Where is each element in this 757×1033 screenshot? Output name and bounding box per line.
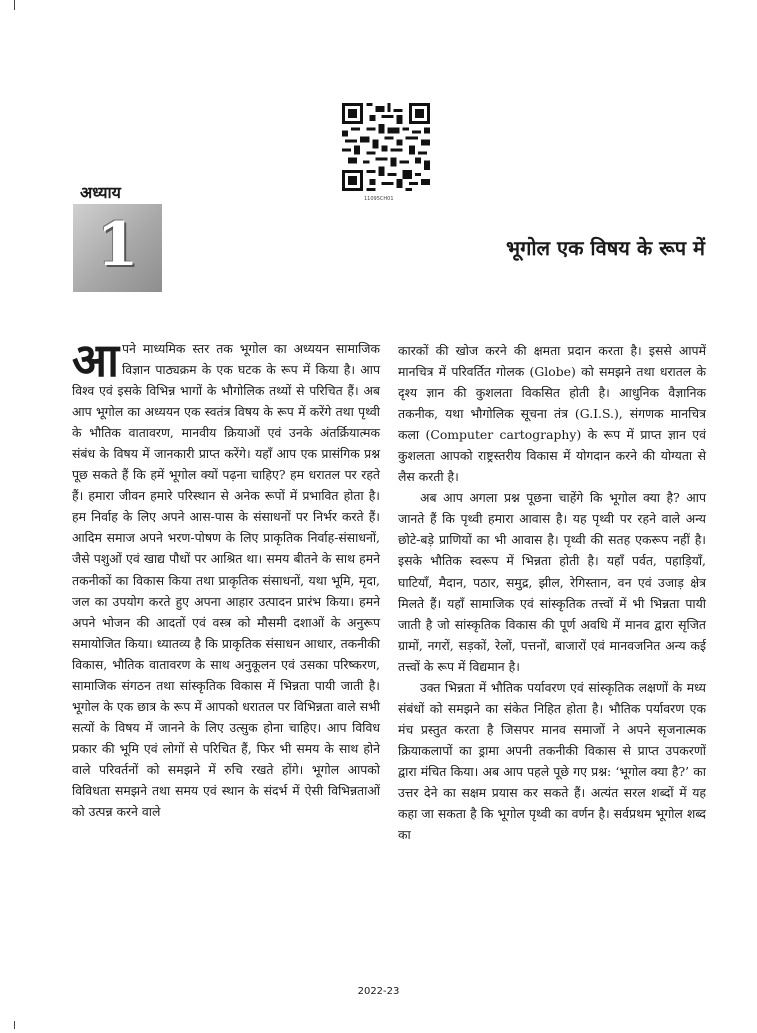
chapter-number: 1 (96, 210, 139, 280)
chapter-number-box (73, 204, 162, 292)
qr-code-image (342, 103, 430, 191)
paragraph-text: पने माध्यमिक स्तर तक भूगोल का अध्ययन सामाजिक विज्ञान पाठ्यक्रम के एक घटक के रूप में किया है। आप विश्व एवं इसके विभिन्न भागों के भौगोलिक तथ्यों से परिचित हैं। अब आप भूगोल का अध्ययन एक स्वतंत्र विषय के रूप में करेंगे तथा पृथ्वी के भौतिक वातावरण, मानवीय क्रियाओं एवं उनके अंतर्क्रियात्मक संबंध के विषय में जानकारी प्राप्त करेंगे। यहाँ आप एक प्रासंगिक प्रश्न पूछ सकते हैं कि हमें भूगोल क्यों पढ़ना चाहिए? हम धरातल पर रहते हैं। हमारा जीवन हमारे परिस्थान से अनेक रूपों में प्रभावित होता है। हम निर्वाह के लिए अपने आस-पास के संसाधनों पर निर्भर करते हैं। आदिम समाज अपने भरण-पोषण के लिए प्राकृतिक निर्वाह-संसाधनों, जैसे पशुओं एवं खाद्य पौधों पर आश्रित था। समय बीतने के साथ हमने तकनीकों का विकास किया तथा प्राकृतिक संसाधनों, यथा भूमि, मृदा, जल का उपयोग करते हुए अपना आहार उत्पादन प्रारंभ किया। हमने अपने भोजन की आदतों एवं वस्त्र को मौसमी दशाओं के अनुरूप समायोजित किया। ध्यातव्य है कि प्राकृतिक संसाधन आधार, तकनीकी विकास, भौतिक वातावरण के साथ अनुकूलन एवं उसका परिष्करण, सामाजिक संगठन तथा सांस्कृतिक विकास में भिन्नता पायी जाती है। भूगोल के एक छात्र के रूप में आपको धरातल पर विभिन्नता वाले सभी सत्यों के विषय में जानने के लिए उत्सुक होना चाहिए। आप विविध प्रकार की भूमि एवं लोगों से परिचित हैं, फिर भी समय के साथ होने वाले परिवर्तनों को समझने में रुचि रखते होंगे। भूगोल आपको विविधता समझने तथा समय एवं स्थान के संदर्भ में ऐसी विभिन्नताओं को उत्पन्न करने वाले (72, 341, 380, 820)
chapter-title: भूगोल एक विषय के रूप में (506, 236, 705, 260)
crop-mark (14, 1021, 15, 1029)
crop-mark (14, 0, 15, 10)
paragraph: अब आप अगला प्रश्न पूछना चाहेंगे कि भूगोल क्या है? आप जानते हैं कि पृथ्वी हमारा आवास है। यह पृथ्वी पर रहने वाले अन्य छोटे-बड़े प्राणियों का भी आवास है। पृथ्वी की सतह एकरूप नहीं है। इसके भौतिक स्वरूप में भिन्नता होती है। यहाँ पर्वत, पहाड़ियाँ, घाटियाँ, मैदान, पठार, समुद्र, झील, रेगिस्तान, वन एवं उजाड़ क्षेत्र मिलते हैं। यहाँ सामाजिक एवं सांस्कृतिक तत्त्वों में भी भिन्नता पायी जाती है जो सांस्कृतिक विकास की पूर्ण अवधि में मानव द्वारा सृजित ग्रामों, नगरों, सड़कों, रेलों, पत्तनों, बाजारों एवं मानवजनित अन्य कई तत्त्वों के रूप में विद्यमान है। (398, 490, 706, 674)
text-column-left (72, 333, 380, 822)
paragraph: कारकों की खोज करने की क्षमता प्रदान करता है। इससे आपमें मानचित्र में परिवर्तित गोलक (Globe) को समझने तथा धरातल के दृश्य ज्ञान की कुशलता विकसित होती है। आधुनिक वैज्ञानिक तकनीक, यथा भौगोलिक सूचना तंत्र (G.I.S.), संगणक मानचित्र कला (Computer cartography) के रूप में प्राप्त ज्ञान एवं कुशलता आपको राष्ट्रस्तरीय विकास में योगदान करने की योग्यता से लैस करती है। (398, 343, 706, 485)
paragraph: उक्त भिन्नता में भौतिक पर्यावरण एवं सांस्कृतिक लक्षणों के मध्य संबंधों को समझने का संकेत निहित होता है। भौतिक पर्यावरण एक मंच प्रस्तुत करता है जिसपर मानव समाजों ने अपने सृजनात्मक क्रियाकलापों का ड्रामा अपनी तकनीकी विकास से प्राप्त उपकरणों द्वारा मंचित किया। अब आप पहले पूछे गए प्रश्न: ‘भूगोल क्या है?’ का उत्तर देने का सक्षम प्रयास कर सकते हैं। अत्यंत सरल शब्दों में यह कहा जा सकता है कि भूगोल पृथ्वी का वर्णन है। सर्वप्रथम भूगोल शब्द का (398, 679, 706, 843)
text-column-right (398, 340, 706, 845)
qr-code-label: 11095CH01 (364, 196, 394, 202)
intro-paragraph (72, 333, 380, 822)
page-footer-year: 2022-23 (357, 986, 400, 997)
drop-cap: आ (72, 333, 120, 387)
chapter-label: अध्याय (80, 183, 121, 202)
